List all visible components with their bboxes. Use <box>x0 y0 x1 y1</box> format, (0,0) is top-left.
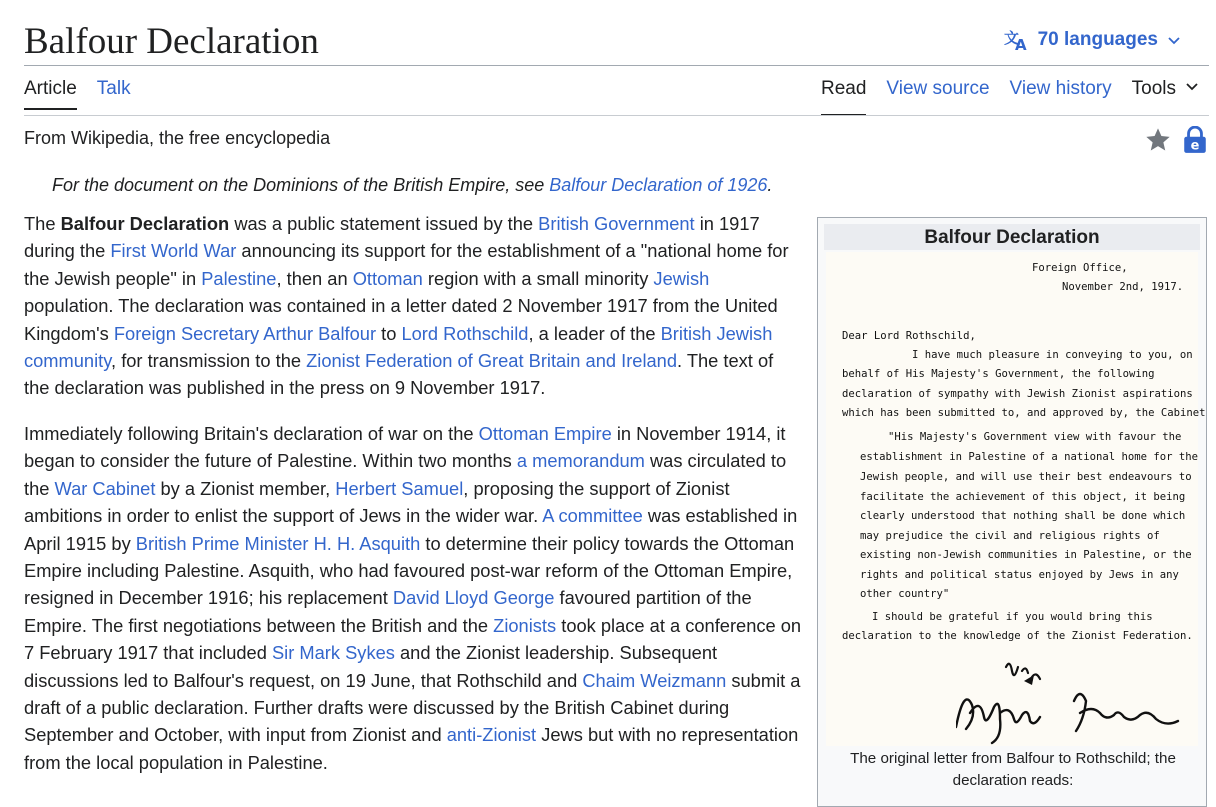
article-link[interactable]: a memorandum <box>516 450 645 472</box>
paragraph-text: Immediately following Britain's declaration of war on the <box>24 423 479 444</box>
paragraph-text: , for transmission to the <box>111 350 307 372</box>
paragraph-text: in 1917 during the <box>24 213 760 262</box>
letter-line: rights and political status enjoyed by Jews in any <box>860 569 1179 581</box>
paragraph-text: was a public statement issued by the <box>229 213 539 234</box>
article-link[interactable]: British Jewish community <box>24 322 773 372</box>
paragraph-text: to determine their policy towards the Ottoman Empire including Palestine. Asquith, who had favoured post-war reform of the Ottoman Empire, resigned in December 1916; his replacement <box>24 532 795 609</box>
article-link[interactable]: Chaim Weizmann <box>582 669 727 691</box>
letter-line: declaration of sympathy with Jewish Zionist aspirations <box>842 388 1193 400</box>
letter-line: behalf of His Majesty's Government, the following <box>842 368 1155 380</box>
paragraph-text: submit a draft of a public declaration. Further drafts were discussed by the British Cabinet during September and October, with input from Zionist and <box>24 669 801 746</box>
hatnote-text: For the document on the Dominions of the British Empire, see <box>52 175 550 195</box>
article-link[interactable]: Ottoman Empire <box>478 423 612 444</box>
paragraph-text: was circulated to the <box>24 450 787 499</box>
letter-line: Jewish people, and will use their best endeavours to <box>860 471 1192 483</box>
letter-line: establishment in Palestine of a national home for the <box>860 451 1199 463</box>
infobox-caption: The original letter from Balfour to Rothschild; the declaration reads: <box>850 750 1176 789</box>
letter-line: other country" <box>860 588 950 600</box>
paragraph-text: region with a small minority <box>422 267 654 289</box>
translate-icon <box>1004 28 1030 52</box>
paragraph-text: by a Zionist member, <box>155 477 336 499</box>
tab-view-source[interactable]: View source <box>886 78 990 99</box>
svg-text:A: A <box>1014 36 1027 52</box>
lead-paragraph-1 <box>24 210 802 402</box>
article-link[interactable]: Foreign Secretary <box>113 322 260 344</box>
tab-view-history[interactable]: View history <box>1009 78 1112 99</box>
tab-read[interactable]: Read <box>821 78 866 116</box>
letter-line: may prejudice the civil and religious rights of <box>860 530 1160 542</box>
svg-text:文: 文 <box>1003 29 1019 47</box>
paragraph-text: The <box>24 213 61 234</box>
article-link[interactable]: Herbert Samuel <box>335 477 464 499</box>
article-link[interactable]: Ottoman <box>352 267 423 289</box>
article-link[interactable]: David Lloyd George <box>392 587 555 609</box>
letter-line: clearly understood that nothing shall be done which <box>860 510 1186 522</box>
paragraph-text: was established in April 1915 by <box>24 505 798 554</box>
article-link[interactable]: H. H. Asquith <box>313 532 421 554</box>
letter-line: Dear Lord Rothschild, <box>842 330 976 342</box>
paragraph-text: and the Zionist leadership. Subsequent discussions led to Balfour's request, on 19 June, that Rothschild and <box>24 642 718 691</box>
hatnote <box>52 175 772 196</box>
article-link[interactable]: War Cabinet <box>54 477 156 499</box>
article-link[interactable]: Sir Mark Sykes <box>271 642 395 664</box>
paragraph-text: in November 1914, it began to consider the future of Palestine. Within two months <box>24 423 786 472</box>
paragraph-text: to <box>376 322 402 344</box>
letter-line: November 2nd, 1917. <box>1062 281 1184 293</box>
tools-label: Tools <box>1131 78 1176 99</box>
paragraph-text: took place at a conference on 7 February 1917 that included <box>24 614 802 664</box>
paragraph-text: , a leader of the <box>528 322 661 344</box>
letter-line: I have much pleasure in conveying to you, on <box>912 349 1193 361</box>
letter-line: existing non-Jewish communities in Palestine, or the <box>860 549 1192 561</box>
tab-article[interactable]: Article <box>24 78 77 110</box>
paragraph-text: announcing its support for the establishment of a "national home for the Jewish people" in <box>24 240 789 289</box>
infobox-title: Balfour Declaration <box>824 224 1200 250</box>
letter-line: Foreign Office, <box>1032 262 1128 274</box>
svg-text:e: e <box>1190 138 1200 154</box>
letter-image[interactable] <box>826 252 1206 746</box>
article-link[interactable]: Palestine <box>201 267 277 289</box>
site-tagline: From Wikipedia, the free encyclopedia <box>24 128 331 148</box>
article-link[interactable]: British Prime Minister <box>135 532 309 554</box>
tools-menu[interactable] <box>1132 78 1200 116</box>
signature-image <box>956 657 1186 747</box>
letter-line: declaration to the knowledge of the Zionist Federation. <box>842 630 1193 642</box>
letter-line: facilitate the achievement of this object, it being <box>860 491 1186 503</box>
article-link[interactable]: Zionist Federation of Great Britain and Ireland <box>306 350 678 372</box>
page-indicators <box>1144 126 1208 159</box>
article-link[interactable]: First World War <box>110 240 237 262</box>
lock-icon[interactable] <box>1182 126 1208 159</box>
lead-paragraph-2 <box>24 420 802 776</box>
hatnote-link[interactable]: Balfour Declaration of 1926 <box>549 175 768 195</box>
title-divider <box>24 65 1209 66</box>
paragraph-text: Jews but with no representation from the local population in Palestine. <box>24 724 799 773</box>
languages-label: 70 languages <box>1037 29 1158 50</box>
article-link[interactable]: Arthur Balfour <box>263 322 377 344</box>
paragraph-text: favoured partition of the Empire. The first negotiations between the British and the <box>24 587 752 636</box>
paragraph-text: . The text of the declaration was published in the press on 9 November 1917. <box>24 350 774 399</box>
paragraph-text: , then an <box>276 267 353 289</box>
article-link[interactable]: A committee <box>542 505 643 527</box>
article-link[interactable]: Lord Rothschild <box>401 322 529 344</box>
page-title: Balfour Declaration <box>24 21 319 62</box>
star-icon[interactable] <box>1144 126 1172 159</box>
letter-line: which has been submitted to, and approved by, the Cabinet <box>842 407 1206 419</box>
paragraph-text: , proposing the support of Zionist ambitions in order to enlist the support of Jews in the wider war. <box>24 477 730 527</box>
article-subject: Balfour Declaration <box>60 213 230 234</box>
infobox <box>817 217 1207 807</box>
chevron-down-icon <box>1184 78 1200 108</box>
hatnote-suffix: . <box>767 175 773 195</box>
article-link[interactable]: Zionists <box>493 614 557 636</box>
paragraph-text: population. The declaration was contained in a letter dated 2 November 1917 from the United Kingdom's <box>24 295 778 344</box>
chevron-down-icon <box>1166 32 1182 48</box>
tabs-divider <box>24 115 1209 116</box>
article-link[interactable]: British Government <box>538 213 695 234</box>
languages-button[interactable] <box>1004 28 1182 52</box>
letter-line: "His Majesty's Government view with favour the <box>888 431 1182 443</box>
article-link[interactable]: Jewish <box>653 267 710 289</box>
letter-line: I should be grateful if you would bring this <box>872 611 1153 623</box>
namespace-tabs <box>24 78 131 110</box>
view-tabs <box>821 78 1200 116</box>
tab-talk[interactable]: Talk <box>96 78 131 99</box>
article-link[interactable]: anti-Zionist <box>446 724 537 746</box>
